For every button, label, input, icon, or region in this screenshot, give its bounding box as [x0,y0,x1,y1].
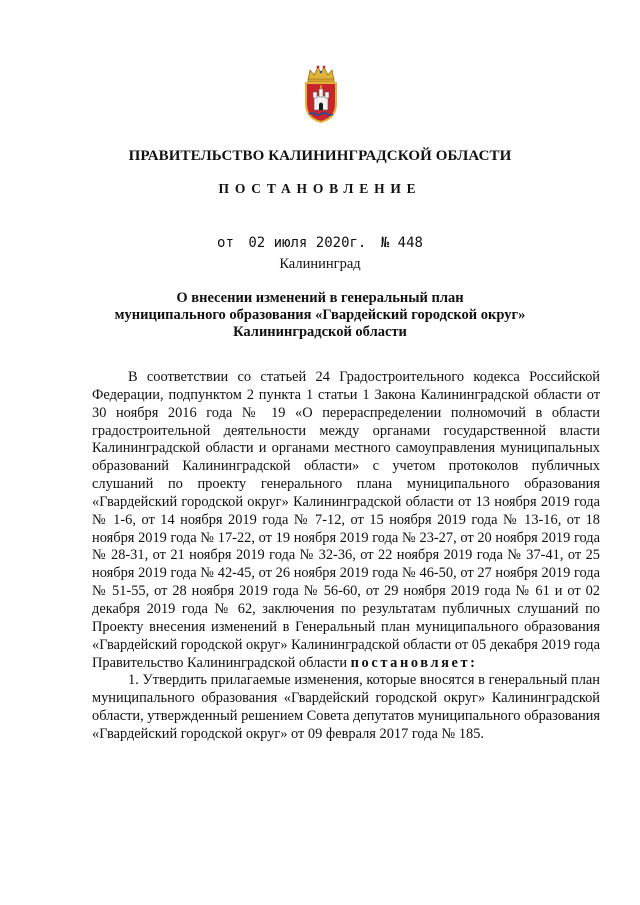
decree-date-number-line [0,235,640,251]
government-name: ПРАВИТЕЛЬСТВО КАЛИНИНГРАДСКОЙ ОБЛАСТИ [128,148,512,164]
number-sign: № [380,235,390,251]
date-year: 2020 [315,235,350,251]
resolves-word: постановляет: [350,654,478,671]
decree-number: 448 [397,235,423,251]
document-title [0,290,640,341]
title-line-3: Калининградской области [233,324,407,340]
date-prefix: от [217,235,234,251]
city-name: Калининград [279,256,361,272]
preamble-text: В соответствии со статьей 24 Градостроительного кодекса Российской Федерации, подпунктом 2 пункта 1 статьи 1 Закона Калининградской области от 30 ноября 2016 года № 19 «О перераспределении полномочий в области градостроительной деятельности между органами государственной власти Калининградской области и органами местного самоуправления муниципальных образований Калининградской области» с учетом протоколов публичных слушаний по проекту генерального плана муниципального образования «Гвардейский городской округ» Калининградской области от 13 ноября 2019 года № 1-6, от 14 ноября 2019 года № 7-12, от 15 ноября 2019 года № 13-16, от 18 ноября 2019 года № 17-22, от 19 ноября 2019 года № 23-27, от 20 ноября 2019 года № 28-31, от 21 ноября 2019 года № 32-36, от 22 ноября 2019 года № 37-41, от 25 ноября 2019 года № 42-45, от 26 ноября 2019 года № 46-50, от 27 ноября 2019 года № 51-55, от 28 ноября 2019 года № 56-60, от 29 ноября 2019 года № 61 и от 02 декабря 2019 года № 62, заключения по результатам публичных слушаний по Проекту внесения изменений в Генеральный план муниципального образования «Гвардейский городской округ» Калининградской области от 05 декабря 2019 года Правительство Калининградской области [92,369,600,671]
document-body [92,369,600,744]
body-paragraph-preamble [92,369,600,672]
body-paragraph-item-1: 1. Утвердить прилагаемые изменения, которые вносятся в генеральный план муниципального образования «Гвардейский городской округ» Калининградской области, утвержденный решением Совета депутатов муниципального образования «Гвардейский городской округ» от 09 февраля 2017 года № 185. [92,672,600,742]
title-line-2: муниципального образования «Гвардейский городской округ» [114,307,526,323]
date-year-suffix: г. [349,235,367,251]
coat-of-arms-kaliningrad-icon [302,64,340,124]
date-value: 02 июля [248,235,308,251]
title-line-1: О внесении изменений в генеральный план [176,290,464,306]
document-type: ПОСТАНОВЛЕНИЕ [218,181,422,196]
